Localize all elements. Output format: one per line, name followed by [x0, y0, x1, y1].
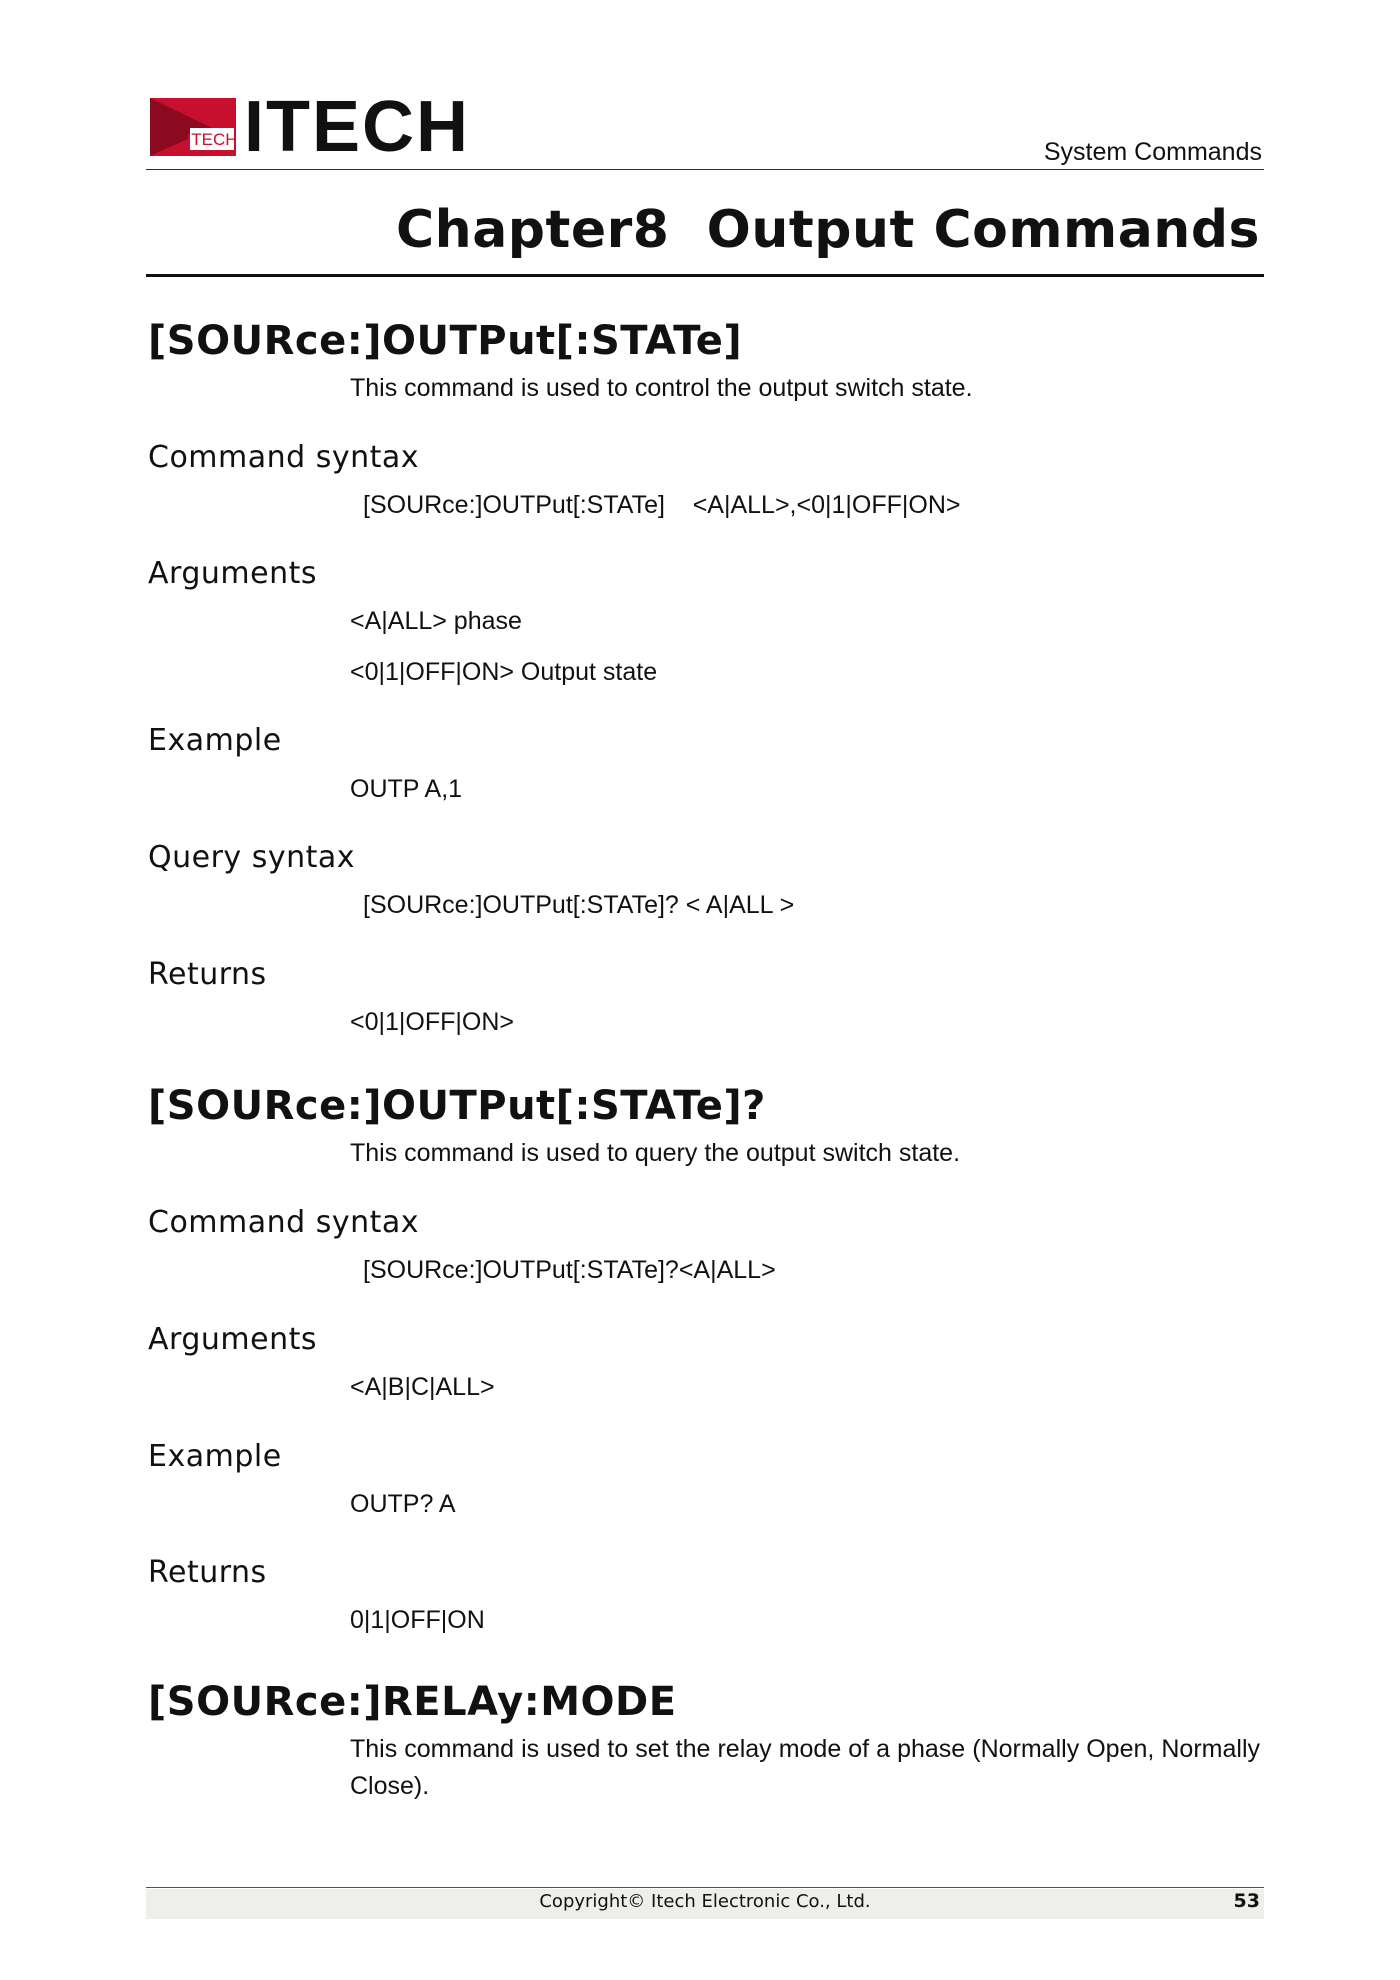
- returns-value: <0|1|OFF|ON>: [350, 1008, 514, 1036]
- command-syntax-label: Command syntax: [148, 1205, 420, 1240]
- argument-item: <A|B|C|ALL>: [350, 1373, 495, 1401]
- itech-logo: [150, 87, 470, 167]
- footer-divider: [146, 1887, 1264, 1888]
- command-syntax: [SOURce:]OUTPut[:STATe]?<A|ALL>: [363, 1256, 776, 1284]
- logo-wordmark: ITECH: [244, 87, 470, 167]
- returns-value: 0|1|OFF|ON: [350, 1606, 485, 1634]
- footer-copyright: Copyright© Itech Electronic Co., Ltd.: [539, 1891, 871, 1912]
- command-heading: [SOURce:]RELAy:MODE: [148, 1679, 677, 1725]
- returns-label: Returns: [148, 957, 267, 992]
- command-description: This command is used to query the output switch state.: [350, 1139, 961, 1167]
- example-label: Example: [148, 723, 282, 758]
- command-heading: [SOURce:]OUTPut[:STATe]: [148, 318, 743, 364]
- command-description: This command is used to set the relay mode of a phase (Normally Open, Normally Close).: [350, 1735, 1260, 1800]
- command-syntax: [SOURce:]OUTPut[:STATe] <A|ALL>,<0|1|OFF|ON>: [363, 491, 961, 519]
- command-heading: [SOURce:]OUTPut[:STATe]?: [148, 1083, 766, 1129]
- command-syntax-label: Command syntax: [148, 440, 420, 475]
- arguments-label: Arguments: [148, 556, 317, 591]
- command-description: This command is used to control the output switch state.: [350, 374, 973, 402]
- section-header: System Commands: [1043, 138, 1262, 166]
- page-number: 53: [1233, 1890, 1260, 1912]
- example-value: OUTP A,1: [350, 775, 463, 803]
- header-divider: [146, 169, 1264, 170]
- chapter-divider: [146, 274, 1264, 277]
- itech-logo-mark-icon: [150, 98, 236, 156]
- query-syntax-label: Query syntax: [148, 840, 356, 875]
- query-syntax: [SOURce:]OUTPut[:STATe]? < A|ALL >: [363, 891, 795, 919]
- returns-label: Returns: [148, 1555, 267, 1590]
- example-label: Example: [148, 1439, 282, 1474]
- arguments-label: Arguments: [148, 1322, 317, 1357]
- example-value: OUTP? A: [350, 1490, 456, 1518]
- argument-item: <A|ALL> phase: [350, 607, 522, 635]
- chapter-title: Chapter8 Output Commands: [396, 200, 1260, 260]
- svg-text:ITECH: ITECH: [186, 130, 236, 149]
- argument-item: <0|1|OFF|ON> Output state: [350, 658, 658, 686]
